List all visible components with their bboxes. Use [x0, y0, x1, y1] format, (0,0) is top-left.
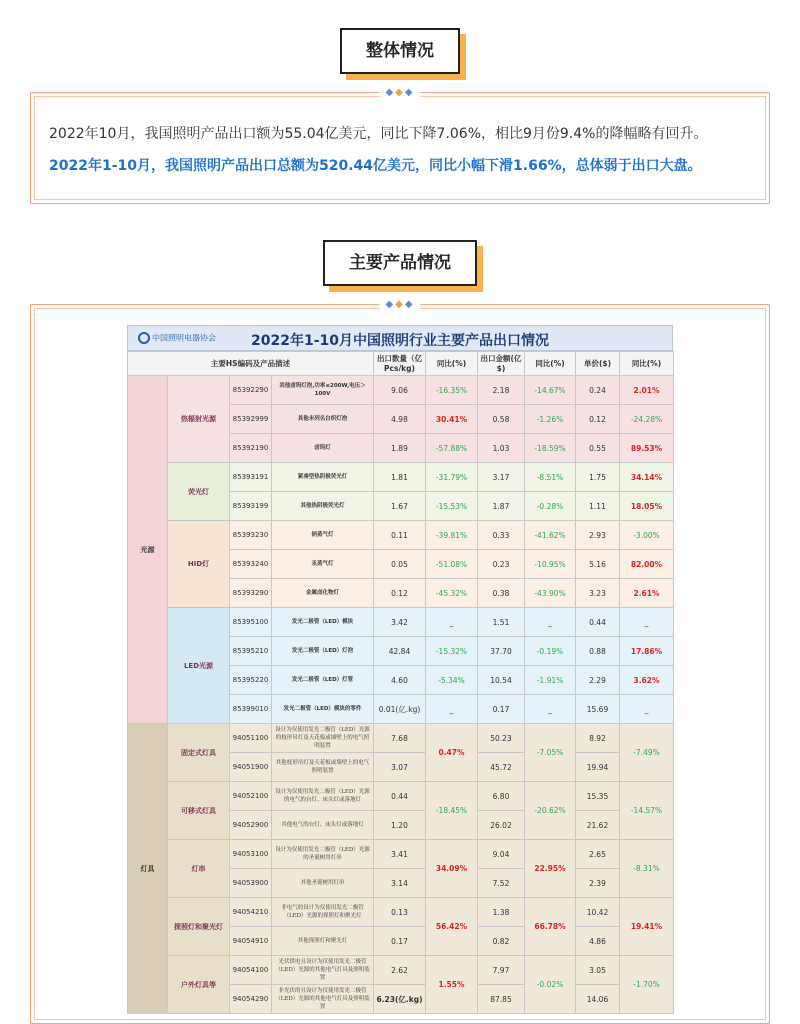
qty: 9.06 — [374, 376, 426, 405]
amount-yoy: -0.19% — [525, 637, 576, 666]
amount: 0.58 — [478, 405, 525, 434]
product-desc: 金属卤化物灯 — [272, 579, 374, 608]
amount: 1.87 — [478, 492, 525, 521]
product-desc: 发光二极管（LED）模块的零件 — [272, 695, 374, 724]
amount-yoy: -8.51% — [525, 463, 576, 492]
header-row — [128, 352, 674, 376]
sub-thermal: 热辐射光源 — [168, 376, 230, 463]
qty-yoy: _ — [426, 695, 478, 724]
hs-code: 85392999 — [230, 405, 272, 434]
amount: 50.23 — [478, 724, 525, 753]
product-desc: 其他圣诞树用灯串 — [272, 869, 374, 898]
amount: 7.97 — [478, 956, 525, 985]
amount: 0.23 — [478, 550, 525, 579]
section-title-overview — [340, 28, 460, 74]
table-title-bar — [127, 325, 673, 351]
hs-code: 94053100 — [230, 840, 272, 869]
price: 2.29 — [576, 666, 620, 695]
hs-code: 94052900 — [230, 811, 272, 840]
price: 3.23 — [576, 579, 620, 608]
hs-code: 85392190 — [230, 434, 272, 463]
product-desc: 发光二极管（LED）模块 — [272, 608, 374, 637]
overview-line-2: 2022年1-10月，我国照明产品出口总额为520.44亿美元，同比小幅下滑1.66%，总体弱于出口大盘。 — [49, 158, 702, 174]
header-amount: 出口金额(亿$) — [478, 352, 525, 376]
hs-code: 94052100 — [230, 782, 272, 811]
price-yoy: 19.41% — [620, 898, 674, 956]
table-row — [128, 376, 674, 405]
qty-yoy: -45.32% — [426, 579, 478, 608]
hs-code: 94054100 — [230, 956, 272, 985]
amount-yoy: _ — [525, 608, 576, 637]
qty: 1.89 — [374, 434, 426, 463]
qty: 0.13 — [374, 898, 426, 927]
qty: 1.81 — [374, 463, 426, 492]
amount: 10.54 — [478, 666, 525, 695]
qty-yoy: -15.53% — [426, 492, 478, 521]
amount: 45.72 — [478, 753, 525, 782]
hs-code: 85395210 — [230, 637, 272, 666]
qty: 3.07 — [374, 753, 426, 782]
amount: 0.38 — [478, 579, 525, 608]
table-row — [128, 724, 674, 753]
qty: 3.14 — [374, 869, 426, 898]
amount-yoy: -20.62% — [525, 782, 576, 840]
logo-text: 中国照明电器协会 — [152, 333, 216, 343]
hs-code: 85395220 — [230, 666, 272, 695]
price: 1.11 — [576, 492, 620, 521]
product-desc: 其他枝形吊灯及天花板或墙壁上的电气照明装置 — [272, 753, 374, 782]
amount-yoy: -0.02% — [525, 956, 576, 1014]
sub-flood: 探照灯和聚光灯 — [168, 898, 230, 956]
price: 10.42 — [576, 898, 620, 927]
amount: 0.82 — [478, 927, 525, 956]
qty-yoy: -57.88% — [426, 434, 478, 463]
hs-code: 85393240 — [230, 550, 272, 579]
amount-yoy: -41.62% — [525, 521, 576, 550]
product-desc: 非光伏的且设计为仅使用发光二极管（LED）光源的其他电气灯具及照明装置 — [272, 985, 374, 1014]
product-desc: 非电气的设计为仅使用发光二极管（LED）光源的探照灯和聚光灯 — [272, 898, 374, 927]
amount: 37.70 — [478, 637, 525, 666]
header-qty: 出口数量（亿Pcs/kg) — [374, 352, 426, 376]
amount-yoy: -18.59% — [525, 434, 576, 463]
price-yoy: -8.31% — [620, 840, 674, 898]
amount: 6.80 — [478, 782, 525, 811]
price: 3.05 — [576, 956, 620, 985]
price: 4.86 — [576, 927, 620, 956]
data-table — [127, 351, 674, 1014]
table-row — [128, 608, 674, 637]
sub-string: 灯串 — [168, 840, 230, 898]
product-desc: 其他未列名白炽灯泡 — [272, 405, 374, 434]
qty-yoy: _ — [426, 608, 478, 637]
header-amount-yoy: 同比(%) — [525, 352, 576, 376]
price-yoy: 2.01% — [620, 376, 674, 405]
price: 0.55 — [576, 434, 620, 463]
price-yoy: 18.05% — [620, 492, 674, 521]
sub-outdoor: 户外灯具等 — [168, 956, 230, 1014]
price: 2.65 — [576, 840, 620, 869]
hs-code: 94051900 — [230, 753, 272, 782]
product-desc: 光伏供电且设计为仅使用发光二极管（LED）光源的其他电气灯具及照明装置 — [272, 956, 374, 985]
price-yoy: -3.00% — [620, 521, 674, 550]
price: 21.62 — [576, 811, 620, 840]
product-desc: 卤钨灯 — [272, 434, 374, 463]
qty: 3.42 — [374, 608, 426, 637]
qty: 4.98 — [374, 405, 426, 434]
hs-code: 85393199 — [230, 492, 272, 521]
product-desc: 设计为仅使用发光二极管（LED）光源的圣诞树用灯串 — [272, 840, 374, 869]
qty: 3.41 — [374, 840, 426, 869]
sub-portable: 可移式灯具 — [168, 782, 230, 840]
hs-code: 94054210 — [230, 898, 272, 927]
table-row — [128, 463, 674, 492]
price: 0.88 — [576, 637, 620, 666]
amount: 0.33 — [478, 521, 525, 550]
amount: 3.17 — [478, 463, 525, 492]
section-title-products — [323, 240, 477, 286]
hs-code: 85395100 — [230, 608, 272, 637]
hs-code: 94051100 — [230, 724, 272, 753]
product-desc: 设计为仅使用发光二极管（LED）光源的枝形吊灯及天花板或墙壁上的电气照明装置 — [272, 724, 374, 753]
price: 19.94 — [576, 753, 620, 782]
price-yoy: 2.61% — [620, 579, 674, 608]
qty-yoy: -31.79% — [426, 463, 478, 492]
price-yoy: -7.49% — [620, 724, 674, 782]
table-row — [128, 840, 674, 869]
hs-code: 85393191 — [230, 463, 272, 492]
amount-yoy: _ — [525, 695, 576, 724]
qty: 0.01(亿.kg) — [374, 695, 426, 724]
price-yoy: -1.70% — [620, 956, 674, 1014]
product-desc: 发光二极管（LED）灯泡 — [272, 637, 374, 666]
qty: 1.20 — [374, 811, 426, 840]
product-desc: 紧凑型热阴极荧光灯 — [272, 463, 374, 492]
ornament-icon: ◆◆◆ — [379, 87, 420, 99]
product-desc: 其他卤钨灯泡,功率≤200W,电压＞100V — [272, 376, 374, 405]
price: 0.24 — [576, 376, 620, 405]
price-yoy: _ — [620, 695, 674, 724]
qty: 6.23(亿.kg) — [374, 985, 426, 1014]
hs-code: 94054290 — [230, 985, 272, 1014]
table-row — [128, 898, 674, 927]
qty-yoy: 0.47% — [426, 724, 478, 782]
price: 15.35 — [576, 782, 620, 811]
export-table — [127, 325, 673, 1014]
qty-yoy: -15.32% — [426, 637, 478, 666]
overview-panel — [30, 87, 770, 204]
price: 5.16 — [576, 550, 620, 579]
hs-code: 85393230 — [230, 521, 272, 550]
product-desc: 其他电气的台灯、床头灯或落地灯 — [272, 811, 374, 840]
amount: 9.04 — [478, 840, 525, 869]
table-title: 2022年1-10月中国照明行业主要产品出口情况 — [251, 333, 549, 349]
section-title-text: 主要产品情况 — [323, 240, 477, 286]
product-desc: 钠蒸气灯 — [272, 521, 374, 550]
hs-code: 85399010 — [230, 695, 272, 724]
category-lamps: 灯具 — [128, 724, 168, 1014]
amount: 1.03 — [478, 434, 525, 463]
price-yoy: 82.00% — [620, 550, 674, 579]
qty-yoy: 56.42% — [426, 898, 478, 956]
amount-yoy: -1.26% — [525, 405, 576, 434]
qty-yoy: 34.09% — [426, 840, 478, 898]
price-yoy: 34.14% — [620, 463, 674, 492]
qty: 42.84 — [374, 637, 426, 666]
amount: 0.17 — [478, 695, 525, 724]
header-price-yoy: 同比(%) — [620, 352, 674, 376]
amount: 7.52 — [478, 869, 525, 898]
qty-yoy: -5.34% — [426, 666, 478, 695]
qty: 0.11 — [374, 521, 426, 550]
sub-hid: HID灯 — [168, 521, 230, 608]
price: 14.06 — [576, 985, 620, 1014]
product-desc: 其他热阴极荧光灯 — [272, 492, 374, 521]
amount-yoy: -14.67% — [525, 376, 576, 405]
price-yoy: _ — [620, 608, 674, 637]
qty: 0.12 — [374, 579, 426, 608]
ornament-icon: ◆◆◆ — [379, 299, 420, 311]
header-qty-yoy: 同比(%) — [426, 352, 478, 376]
amount-yoy: -0.28% — [525, 492, 576, 521]
qty: 0.44 — [374, 782, 426, 811]
price: 2.93 — [576, 521, 620, 550]
sub-fluorescent: 荧光灯 — [168, 463, 230, 521]
price-yoy: -14.57% — [620, 782, 674, 840]
amount-yoy: -10.95% — [525, 550, 576, 579]
hs-code: 85393290 — [230, 579, 272, 608]
price: 2.39 — [576, 869, 620, 898]
amount: 2.18 — [478, 376, 525, 405]
table-row — [128, 956, 674, 985]
amount: 87.85 — [478, 985, 525, 1014]
qty-yoy: 30.41% — [426, 405, 478, 434]
qty: 4.60 — [374, 666, 426, 695]
section-title-text: 整体情况 — [340, 28, 460, 74]
sub-led: LED光源 — [168, 608, 230, 724]
hs-code: 94053900 — [230, 869, 272, 898]
qty-yoy: -18.45% — [426, 782, 478, 840]
table-row — [128, 782, 674, 811]
qty-yoy: -39.81% — [426, 521, 478, 550]
sub-fixed: 固定式灯具 — [168, 724, 230, 782]
amount: 1.51 — [478, 608, 525, 637]
table-row — [128, 521, 674, 550]
hs-code: 94054910 — [230, 927, 272, 956]
product-desc: 汞蒸气灯 — [272, 550, 374, 579]
header-price: 单价($) — [576, 352, 620, 376]
amount: 1.38 — [478, 898, 525, 927]
amount-yoy: -43.90% — [525, 579, 576, 608]
price: 8.92 — [576, 724, 620, 753]
amount-yoy: 22.95% — [525, 840, 576, 898]
price-yoy: 89.53% — [620, 434, 674, 463]
qty-yoy: 1.55% — [426, 956, 478, 1014]
header-hs: 主要HS编码及产品描述 — [128, 352, 374, 376]
hs-code: 85392290 — [230, 376, 272, 405]
price: 0.12 — [576, 405, 620, 434]
price: 15.69 — [576, 695, 620, 724]
amount-yoy: -1.91% — [525, 666, 576, 695]
price: 0.44 — [576, 608, 620, 637]
qty: 0.05 — [374, 550, 426, 579]
product-desc: 其他探照灯和聚光灯 — [272, 927, 374, 956]
qty-yoy: -51.08% — [426, 550, 478, 579]
amount-yoy: 66.78% — [525, 898, 576, 956]
amount: 26.02 — [478, 811, 525, 840]
qty: 0.17 — [374, 927, 426, 956]
price: 1.75 — [576, 463, 620, 492]
overview-line-1: 2022年10月，我国照明产品出口额为55.04亿美元，同比下降7.06%，相比9月份9.4%的降幅略有回升。 — [49, 126, 708, 142]
category-light-source: 光源 — [128, 376, 168, 724]
price-yoy: 3.62% — [620, 666, 674, 695]
qty: 1.67 — [374, 492, 426, 521]
price-yoy: -24.28% — [620, 405, 674, 434]
amount-yoy: -7.05% — [525, 724, 576, 782]
product-desc: 设计为仅使用发光二极管（LED）光源的电气的台灯、床头灯或落地灯 — [272, 782, 374, 811]
qty: 2.62 — [374, 956, 426, 985]
qty-yoy: -16.35% — [426, 376, 478, 405]
price-yoy: 17.86% — [620, 637, 674, 666]
qty: 7.68 — [374, 724, 426, 753]
product-desc: 发光二极管（LED）灯管 — [272, 666, 374, 695]
